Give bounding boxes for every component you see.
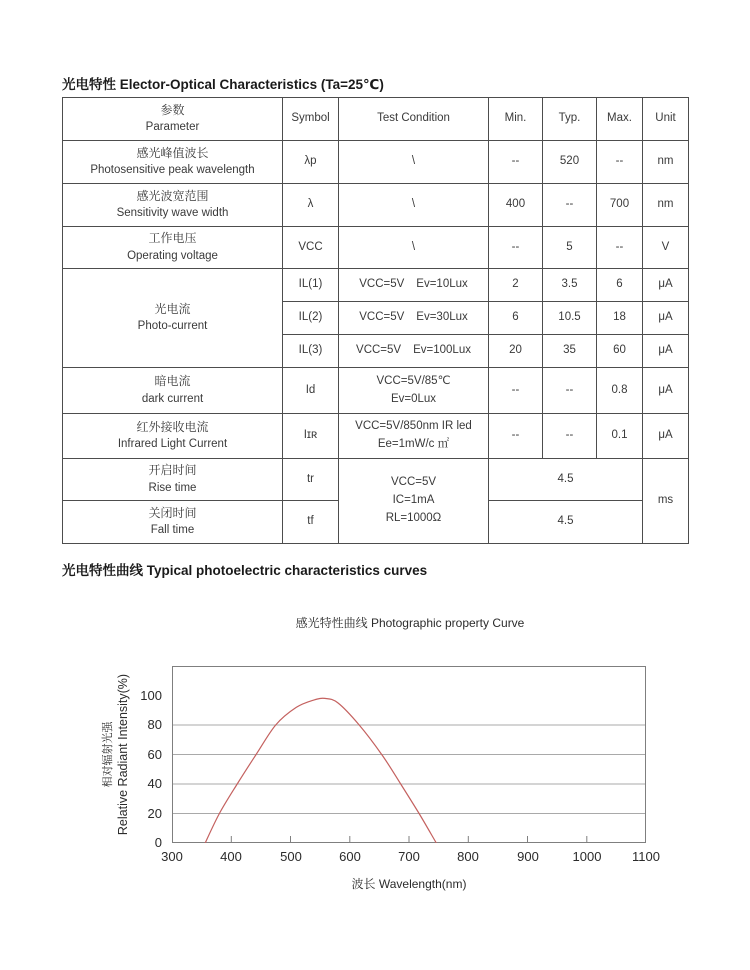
x-axis-ticks (161, 849, 660, 865)
x-tick-label: 600 (339, 849, 361, 864)
typ-cell: 35 (543, 335, 597, 368)
max-cell: 18 (597, 302, 643, 335)
typ-cell: 520 (543, 141, 597, 184)
param-fall-time: 关闭时间 Fall time (63, 501, 283, 544)
max-cell: -- (597, 141, 643, 184)
table-row (63, 368, 689, 414)
unit-cell: ms (643, 459, 689, 544)
typ-cell: 3.5 (543, 269, 597, 302)
param-peak-wavelength: 感光峰值波长 Photosensitive peak wavelength (63, 141, 283, 184)
table-row (63, 141, 689, 184)
table-row (63, 459, 689, 501)
cond-cell: \ (339, 184, 489, 227)
param-operating-voltage: 工作电压 Operating voltage (63, 227, 283, 269)
max-cell: 6 (597, 269, 643, 302)
cond-cell: VCC=5V Ev=10Lux (339, 269, 489, 302)
value-cell: 4.5 (489, 501, 643, 544)
unit-cell: nm (643, 141, 689, 184)
y-tick-label: 100 (140, 688, 162, 703)
typ-cell: -- (543, 184, 597, 227)
table-row (63, 414, 689, 459)
table-header-row (63, 98, 689, 141)
header-test-condition: Test Condition (339, 98, 489, 141)
typ-cell: -- (543, 414, 597, 459)
y-tick-label: 0 (154, 835, 162, 850)
param-infrared-current: 红外接收电流 Infrared Light Current (63, 414, 283, 459)
max-cell: 60 (597, 335, 643, 368)
section2-title: 光电特性曲线 Typical photoelectric characteristics curves (62, 563, 428, 578)
cond-cell: VCC=5V/850nm IR led Ee=1mW/c ㎡ (339, 414, 489, 459)
min-cell: -- (489, 414, 543, 459)
unit-cell: μA (643, 269, 689, 302)
min-cell: 20 (489, 335, 543, 368)
x-tick-label: 300 (161, 849, 183, 864)
min-cell: -- (489, 227, 543, 269)
typ-cell: 10.5 (543, 302, 597, 335)
symbol-cell: tr (283, 459, 339, 501)
max-cell: 700 (597, 184, 643, 227)
table-row (63, 227, 689, 269)
symbol-cell: IL(3) (283, 335, 339, 368)
y-tick-label: 80 (147, 717, 162, 732)
y-axis-label-zh: 相对辐射光强 (102, 721, 114, 788)
x-tick-label: 1100 (632, 849, 660, 864)
unit-cell: μA (643, 368, 689, 414)
section1-title: 光电特性 Elector-Optical Characteristics (Ta=25℃) (62, 77, 384, 92)
symbol-cell: λp (283, 141, 339, 184)
typ-cell: 5 (543, 227, 597, 269)
electro-optical-table (62, 97, 689, 544)
y-tick-label: 60 (147, 747, 162, 762)
param-wave-width: 感光波宽范围 Sensitivity wave width (63, 184, 283, 227)
symbol-cell: Iɪʀ (283, 414, 339, 459)
symbol-cell: IL(1) (283, 269, 339, 302)
unit-cell: μA (643, 302, 689, 335)
x-axis-label: 波长 Wavelength(nm) (351, 877, 467, 891)
min-cell: 6 (489, 302, 543, 335)
unit-cell: μA (643, 335, 689, 368)
x-tick-label: 1000 (572, 849, 602, 864)
x-tick-label: 400 (220, 849, 242, 864)
typ-cell: -- (543, 368, 597, 414)
symbol-cell: tf (283, 501, 339, 544)
min-cell: 2 (489, 269, 543, 302)
x-tick-label: 500 (280, 849, 302, 864)
cond-cell-switching: VCC=5V IC=1mA RL=1000Ω (339, 459, 489, 544)
y-tick-label: 20 (147, 806, 162, 821)
symbol-cell: IL(2) (283, 302, 339, 335)
y-axis-label-en: Relative Radiant Intensity(%) (115, 673, 130, 836)
value-cell: 4.5 (489, 459, 643, 501)
cond-cell: VCC=5V Ev=100Lux (339, 335, 489, 368)
unit-cell: V (643, 227, 689, 269)
max-cell: 0.8 (597, 368, 643, 414)
header-parameter: 参数 Parameter (63, 98, 283, 141)
param-photo-current: 光电流 Photo-current (63, 269, 283, 368)
cond-cell: VCC=5V Ev=30Lux (339, 302, 489, 335)
symbol-cell: λ (283, 184, 339, 227)
min-cell: -- (489, 141, 543, 184)
header-unit: Unit (643, 98, 689, 141)
header-typ: Typ. (543, 98, 597, 141)
param-rise-time: 开启时间 Rise time (63, 459, 283, 501)
param-dark-current: 暗电流 dark current (63, 368, 283, 414)
cond-cell: \ (339, 227, 489, 269)
y-tick-label: 40 (147, 776, 162, 791)
max-cell: -- (597, 227, 643, 269)
x-tick-label: 900 (517, 849, 539, 864)
unit-cell: nm (643, 184, 689, 227)
unit-cell: μA (643, 414, 689, 459)
min-cell: -- (489, 368, 543, 414)
symbol-cell: VCC (283, 227, 339, 269)
table-row (63, 184, 689, 227)
chart-title: 感光特性曲线 Photographic property Curve (295, 616, 525, 630)
table-row (63, 269, 689, 302)
x-tick-label: 700 (398, 849, 420, 864)
header-min: Min. (489, 98, 543, 141)
min-cell: 400 (489, 184, 543, 227)
max-cell: 0.1 (597, 414, 643, 459)
header-symbol: Symbol (283, 98, 339, 141)
x-tick-label: 800 (457, 849, 479, 864)
cond-cell: \ (339, 141, 489, 184)
header-max: Max. (597, 98, 643, 141)
spectral-response-chart (172, 666, 646, 843)
symbol-cell: Id (283, 368, 339, 414)
cond-cell: VCC=5V/85℃ Ev=0Lux (339, 368, 489, 414)
response-curve (205, 698, 436, 843)
y-axis-ticks (115, 666, 166, 850)
